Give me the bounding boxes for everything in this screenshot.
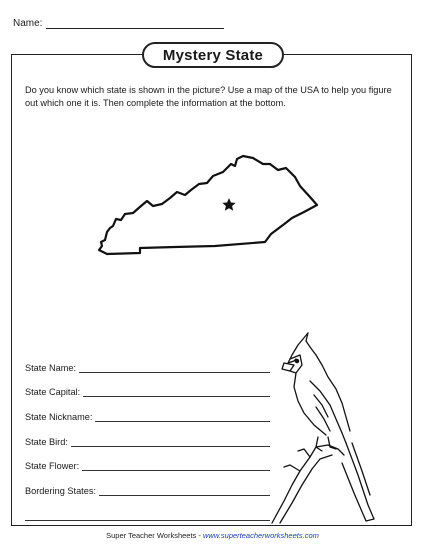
answer-line[interactable] <box>99 485 270 496</box>
answer-line[interactable] <box>25 510 270 521</box>
footer <box>0 531 425 540</box>
field-state-capital <box>25 373 270 398</box>
answer-line[interactable] <box>83 386 270 397</box>
field-label: Bordering States: <box>25 486 96 497</box>
footer-text: Super Teacher Worksheets - <box>106 531 203 540</box>
answer-line[interactable] <box>79 362 270 373</box>
field-bordering-states-extra <box>25 496 270 521</box>
answer-line[interactable] <box>95 411 270 422</box>
title-box <box>142 42 284 68</box>
name-line[interactable] <box>46 17 224 29</box>
field-bordering-states <box>25 471 270 496</box>
name-label: Name: <box>13 18 43 29</box>
field-label: State Bird: <box>25 436 68 447</box>
state-outline <box>95 150 325 260</box>
field-label: State Name: <box>25 362 77 373</box>
answer-line[interactable] <box>82 460 270 471</box>
field-label: State Capital: <box>25 387 81 398</box>
field-state-nickname <box>25 397 270 422</box>
field-label: State Nickname: <box>25 412 93 423</box>
cardinal-bird <box>270 325 410 525</box>
answer-line[interactable] <box>71 436 270 447</box>
name-row <box>13 17 224 29</box>
info-fields <box>25 348 270 521</box>
field-state-flower <box>25 447 270 472</box>
capital-star-icon <box>222 198 235 211</box>
field-state-bird <box>25 422 270 447</box>
field-label: State Flower: <box>25 461 80 472</box>
instructions: Do you know which state is shown in the picture? Use a map of the USA to help you figure out which one it is. Then complete the information at the bottom. <box>25 85 392 108</box>
footer-url[interactable]: www.superteacherworksheets.com <box>202 531 319 540</box>
field-state-name <box>25 348 270 373</box>
page-title: Mystery State <box>162 46 264 64</box>
